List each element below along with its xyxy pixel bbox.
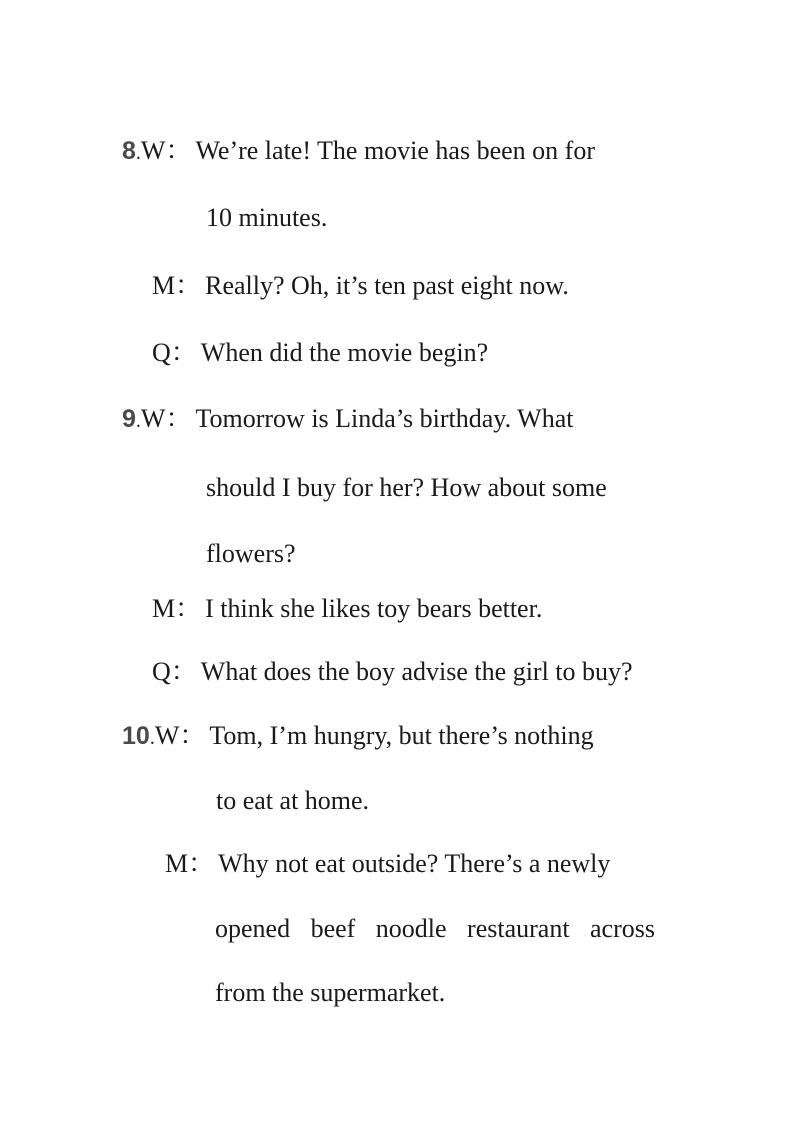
item-10-line-2 bbox=[216, 786, 369, 816]
item-8-line-2 bbox=[206, 203, 327, 233]
speaker-label: W： bbox=[140, 136, 192, 165]
number-dot: . bbox=[135, 410, 141, 432]
item-10-line-5 bbox=[215, 978, 445, 1008]
item-8-line-4 bbox=[152, 338, 488, 368]
dialogue-text: I think she likes toy bears better. bbox=[205, 594, 543, 623]
dialogue-text: 10 minutes. bbox=[206, 203, 328, 232]
item-9-line-3 bbox=[206, 539, 296, 569]
dialogue-text: to eat at home. bbox=[216, 786, 370, 815]
dialogue-text: flowers? bbox=[206, 539, 296, 568]
item-8-line-3 bbox=[152, 271, 569, 301]
item-number: 10 bbox=[122, 722, 150, 750]
speaker-label: W： bbox=[140, 404, 192, 433]
speaker-label: M： bbox=[152, 271, 202, 300]
dialogue-text: from the supermarket. bbox=[215, 978, 446, 1007]
item-8-line-1 bbox=[122, 136, 595, 168]
item-number: 9 bbox=[122, 405, 136, 433]
item-number: 8 bbox=[122, 137, 136, 165]
item-10-line-4 bbox=[215, 914, 655, 944]
dialogue-text: What does the boy advise the girl to buy? bbox=[200, 657, 633, 686]
dialogue-text: When did the movie begin? bbox=[200, 338, 489, 367]
item-9-line-1 bbox=[122, 404, 573, 436]
speaker-label: Q： bbox=[152, 338, 197, 367]
number-dot: . bbox=[135, 142, 141, 164]
dialogue-text: Tomorrow is Linda’s birthday. What bbox=[195, 404, 574, 433]
dialogue-text: Why not eat outside? There’s a newly bbox=[218, 849, 611, 878]
item-10-line-3 bbox=[165, 849, 610, 879]
dialogue-text: Tom, I’m hungry, but there’s nothing bbox=[209, 721, 594, 750]
speaker-label: M： bbox=[165, 849, 215, 878]
dialogue-text: opened beef noodle restaurant across bbox=[215, 914, 655, 943]
item-9-line-5 bbox=[152, 657, 633, 687]
speaker-label: W： bbox=[154, 721, 206, 750]
number-dot: . bbox=[149, 727, 155, 749]
dialogue-text: We’re late! The movie has been on for bbox=[195, 136, 595, 165]
dialogue-text: Really? Oh, it’s ten past eight now. bbox=[205, 271, 569, 300]
item-9-line-4 bbox=[152, 594, 542, 624]
item-10-line-1 bbox=[122, 721, 594, 753]
speaker-label: M： bbox=[152, 594, 202, 623]
speaker-label: Q： bbox=[152, 657, 197, 686]
dialogue-text: should I buy for her? How about some bbox=[206, 473, 607, 502]
item-9-line-2 bbox=[206, 473, 607, 503]
